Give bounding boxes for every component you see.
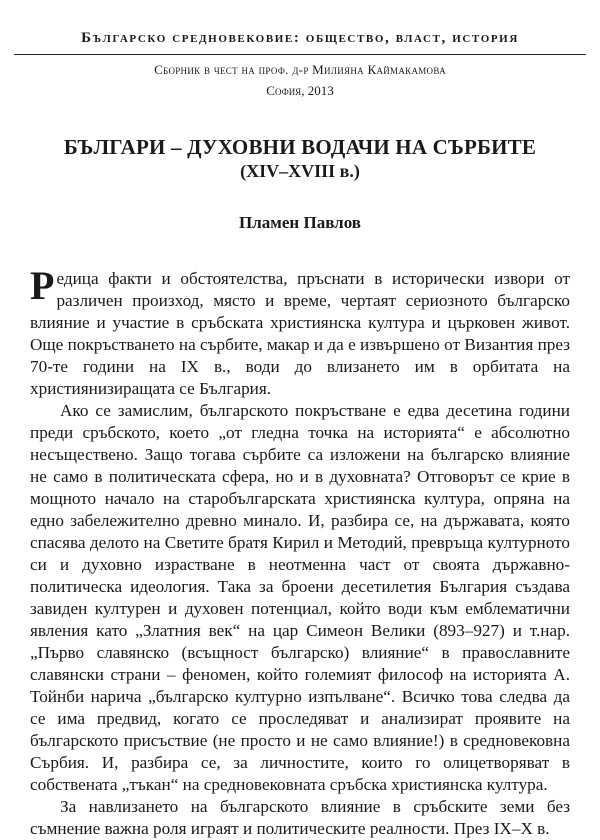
running-head: Българско средновековие: общество, власт, история [81,30,519,46]
article-title: БЪЛГАРИ – ДУХОВНИ ВОДАЧИ НА СЪРБИТЕ [63,135,537,159]
article-body [30,263,570,840]
article-subtitle: (XIV–XVIII в.) [240,161,360,181]
paragraph: Редица факти и обстоятелства, пръснати в исторически извори от различен произход, място и време, чертаят сериозното българско влияние и участие в сръбската християнска култура и църковен живот. Още покръстването на сърбите, макар и да е извършено от Византия през 70-те години на IX в., води до влизането им в орбитата на християнизиращата се България. [30,263,570,398]
city-year: София, 2013 [266,83,334,98]
paragraph: Ако се замислим, българското покръстване е едва десетина години преди сръбското, което „от гледна точка на историята“ е абсолютно несъществено. Защо тогава сърбите са изложени на българско влияние не само в политическата сфера, но и в духовната? Отговорът се крие в мощното начало на старобългарската християнска култура, опряна на едно забележително древно минало. И, разбира се, на държавата, която спасява делото на Светите братя Кирил и Методий, превръща културното си и духовно израстване в неотменна част от своята държавно-политическа идеология. Така за броени десетилетия България създава завиден културен и духовен потенциал, който води към емблематични явления като „Златния век“ на цар Симеон Велики (893–927) и т.нар. „Първо славянско (всъщност българско) влияние“ в православните славянски страни – феномен, който големият философ на историята А. Тойнби нарича „българско културно изпълване“. Всичко това следва да се има предвид, когато се проследяват и анализират проявите на българското присъствие (не просто и не само влияние!) в средновековна Сърбия. И, разбира се, за личностите, които го олицетворяват в собствената „тъкан“ на средновековната сръбска християнска култура. [30,401,570,794]
paragraph: За навлизането на българското влияние в сръбските земи без съмнение важна роля играят и политическите реалности. През IX–X в. [30,797,570,838]
article-author: Пламен Павлов [239,213,361,232]
collection-title: Сборник в чест на проф. д-р Милияна Каймакамова [154,62,446,77]
header-rule [14,54,586,55]
